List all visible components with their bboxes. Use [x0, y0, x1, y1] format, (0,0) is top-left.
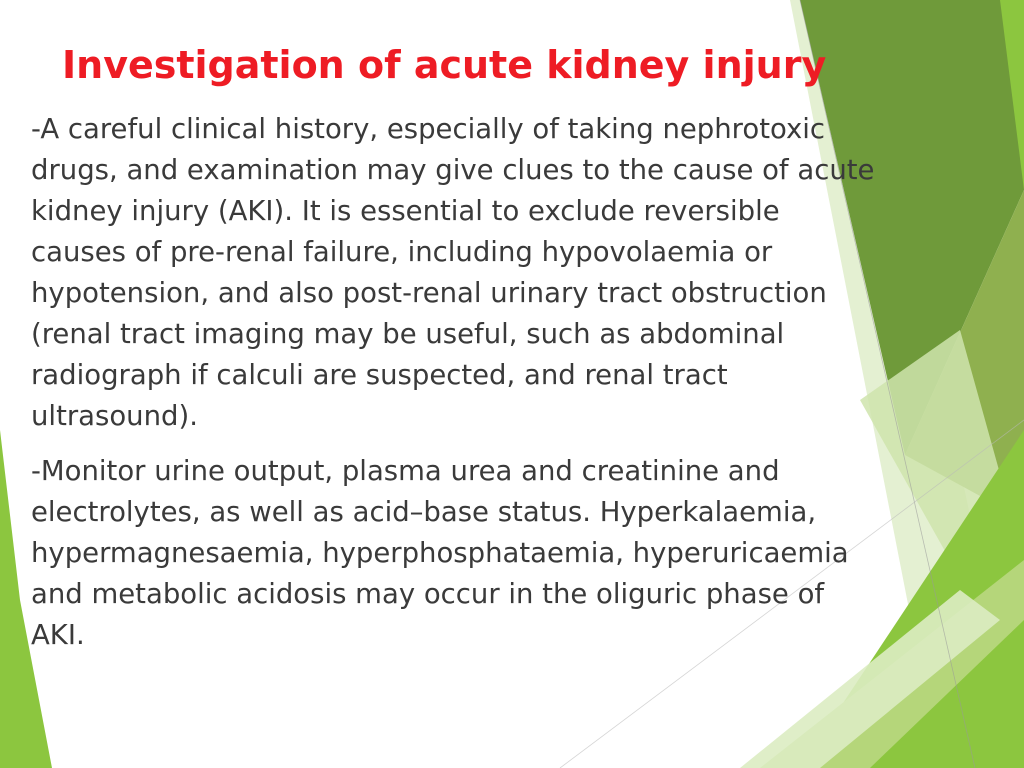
paragraph-line: (renal tract imaging may be useful, such as abdominal [31, 318, 785, 350]
paragraph-line: AKI. [31, 619, 85, 651]
paragraph-line: kidney injury (AKI). It is essential to exclude reversible [31, 195, 780, 227]
paragraph-line: hypotension, and also post-renal urinary tract obstruction [31, 277, 827, 309]
paragraph-line: drugs, and examination may give clues to the cause of acute [31, 154, 875, 186]
paragraph-history [31, 109, 991, 437]
paragraph-line: causes of pre-renal failure, including hypovolaemia or [31, 236, 773, 268]
slide-title: Investigation of acute kidney injury [62, 43, 827, 87]
paragraph-line: -Monitor urine output, plasma urea and creatinine and [31, 455, 780, 487]
paragraph-line: radiograph if calculi are suspected, and renal tract [31, 359, 728, 391]
paragraph-monitoring [31, 451, 991, 656]
paragraph-line: -A careful clinical history, especially of taking nephrotoxic [31, 113, 826, 145]
paragraph-line: ultrasound). [31, 400, 198, 432]
paragraph-line: electrolytes, as well as acid–base status. Hyperkalaemia, [31, 496, 817, 528]
paragraph-line: hypermagnesaemia, hyperphosphataemia, hyperuricaemia [31, 537, 849, 569]
paragraph-line: and metabolic acidosis may occur in the oliguric phase of [31, 578, 825, 610]
